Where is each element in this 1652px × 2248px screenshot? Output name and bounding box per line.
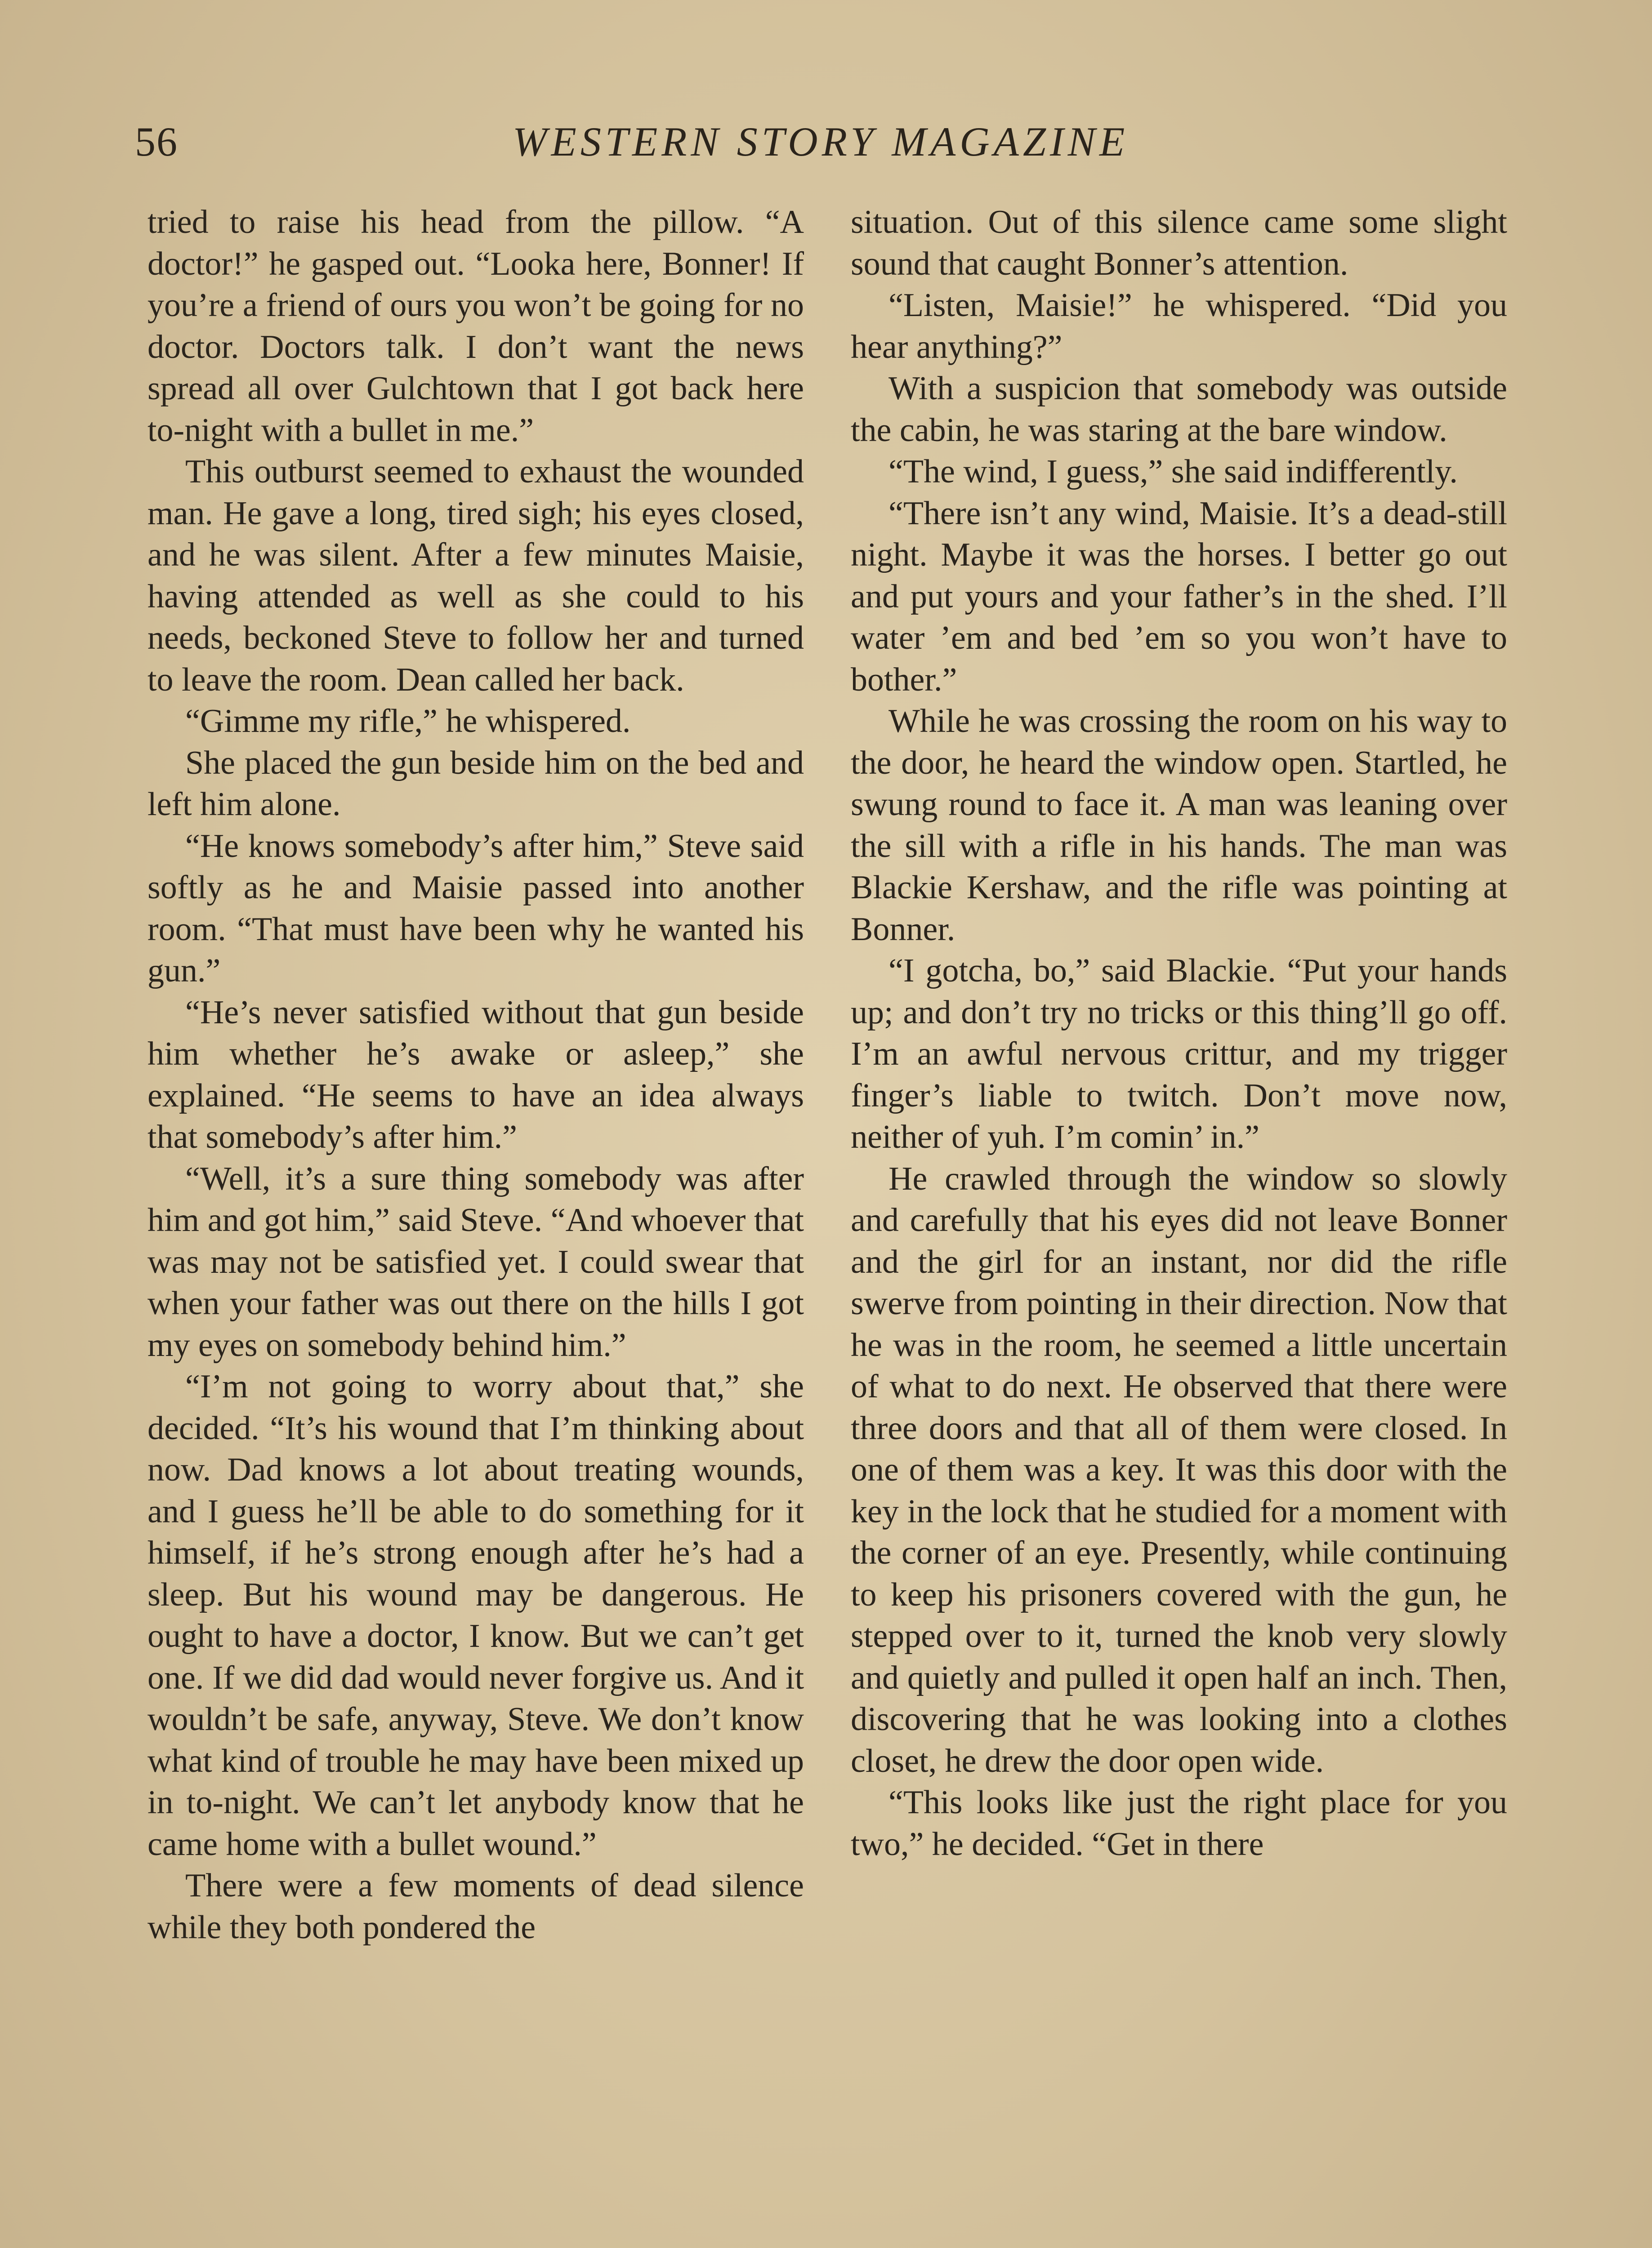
page-header [0, 118, 1652, 172]
paragraph: “He knows somebody’s after him,” Steve said softly as he and Maisie passed into another room. “That must have been why he wanted his gun.” [147, 827, 804, 989]
paragraph: With a suspicion that somebody was outside the cabin, he was staring at the bare window. [851, 370, 1507, 449]
paragraph: While he was crossing the room on his way to the door, he heard the window open. Startled, he swung round to face it. A man was leaning over the sill with a rifle in his hands. The man was Blackie Kershaw, and the rifle was pointing at Bonner. [851, 703, 1507, 948]
paragraph: “Gimme my rifle,” he whispered. [185, 703, 631, 740]
paragraph: There were a few moments of dead silence while they both pondered the [147, 1867, 804, 1946]
paragraph: situation. Out of this silence came some slight sound that caught Bonner’s attention. [851, 204, 1507, 282]
paragraph: “I gotcha, bo,” said Blackie. “Put your hands up; and don’t try no tricks or this thing’ll go off. I’m an awful nervous crittur, and my trigger finger’s liable to twitch. Don’t move now, neither of yuh. I’m comin’ in.” [851, 952, 1507, 1155]
paragraph: She placed the gun beside him on the bed and left him alone. [147, 744, 804, 823]
paragraph: He crawled through the window so slowly and carefully that his eyes did not leave Bonner and the girl for an instant, nor did the rifle swerve from pointing in their direction. Now that he was in the room, he seemed a little uncertain of what to do next. He observed that there were three doors and that all of them were closed. In one of them was a key. It was this door with the key in the lock that he studied for a moment with the corner of an eye. Presently, while continuing to keep his prisoners covered with the gun, he stepped over to it, turned the knob very slowly and quietly and pulled it open half an inch. Then, discovering that he was looking into a clothes closet, he drew the door open wide. [851, 1160, 1507, 1780]
left-column [147, 201, 804, 1948]
paragraph: tried to raise his head from the pillow. “A doctor!” he gasped out. “Looka here, Bonner! If you’re a friend of ours you won’t be going for no doctor. Doctors talk. I don’t want the news spread all over Gulchtown that I got back here to-night with a bullet in me.” [147, 204, 804, 449]
page-number: 56 [135, 119, 178, 165]
paragraph: “I’m not going to worry about that,” she decided. “It’s his wound that I’m thinking about now. Dad knows a lot about treating wounds, and I guess he’ll be able to do something for it himself, if he’s strong enough after he’s had a sleep. But his wound may be dangerous. He ought to have a doctor, I know. But we can’t get one. If we did dad would never forgive us. And it wouldn’t be safe, anyway, Steve. We don’t know what kind of trouble he may have been mixed up in to-night. We can’t let anybody know that he came home with a bullet wound.” [147, 1368, 804, 1863]
paragraph: “Well, it’s a sure thing somebody was after him and got him,” said Steve. “And whoever that was may not be satisfied yet. I could swear that when your father was out there on the hills I got my eyes on somebody behind him.” [147, 1160, 804, 1364]
paragraph: “This looks like just the right place for you two,” he decided. “Get in there [851, 1784, 1507, 1863]
paragraph: “Listen, Maisie!” he whispered. “Did you hear anything?” [851, 287, 1507, 366]
paragraph: This outburst seemed to exhaust the wounded man. He gave a long, tired sigh; his eyes closed, and he was silent. After a few minutes Maisie, having attended as well as she could to his needs, beckoned Steve to follow her and turned to leave the room. Dean called her back. [147, 453, 804, 698]
running-head: WESTERN STORY MAGAZINE [513, 119, 1129, 165]
paragraph: “The wind, I guess,” she said indifferently. [889, 453, 1458, 490]
paragraph: “He’s never satisfied without that gun beside him whether he’s awake or asleep,” she explained. “He seems to have an idea always that somebody’s after him.” [147, 994, 804, 1155]
right-column [851, 201, 1507, 1865]
paragraph: “There isn’t any wind, Maisie. It’s a dead-still night. Maybe it was the horses. I better go out and put yours and your father’s in the shed. I’ll water ’em and bed ’em so you won’t have to bother.” [851, 495, 1507, 698]
